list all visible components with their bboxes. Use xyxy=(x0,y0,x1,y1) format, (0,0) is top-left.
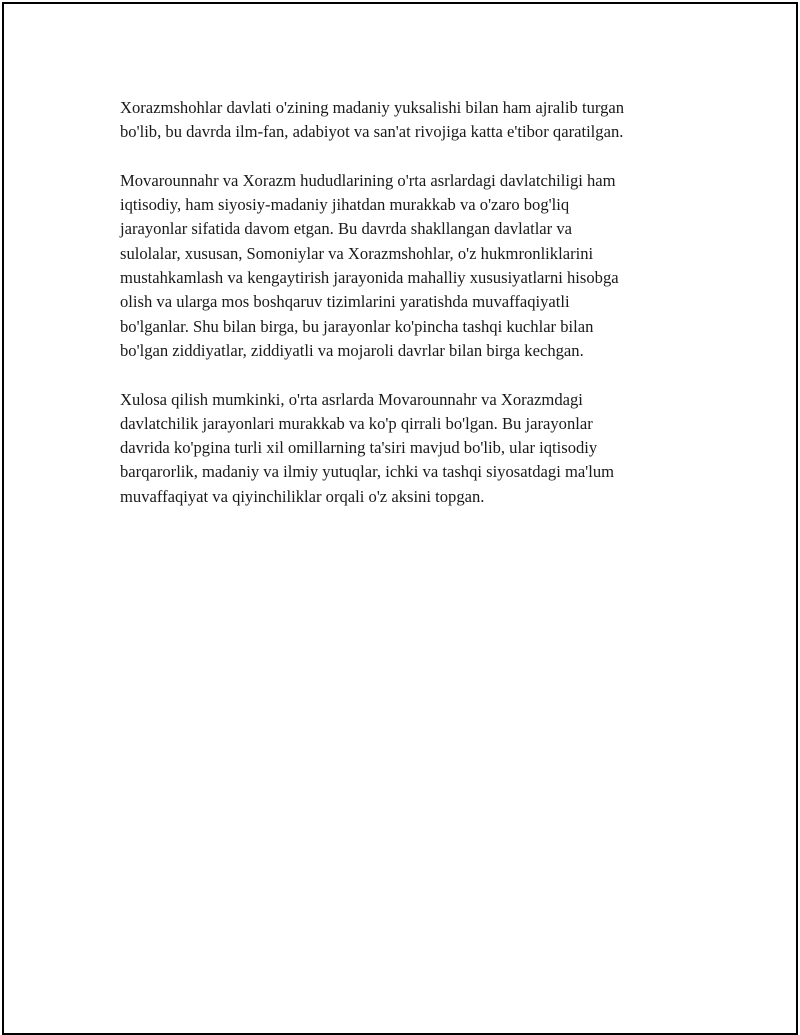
text-line: mustahkamlash va kengaytirish jarayonida mahalliy xususiyatlarni hisobga xyxy=(120,268,619,288)
text-line: barqarorlik, madaniy va ilmiy yutuqlar, ichki va tashqi siyosatdagi ma'lum xyxy=(120,462,615,482)
paragraph-3 xyxy=(120,388,700,509)
text-line: davlatchilik jarayonlari murakkab va ko'p qirrali bo'lgan. Bu jarayonlar xyxy=(120,413,593,433)
text-line: Xorazmshohlar davlati o'zining madaniy yuksalishi bilan ham ajralib turgan xyxy=(120,98,625,117)
document-page xyxy=(2,2,798,1035)
text-line: sulolalar, xususan, Somoniylar va Xorazmshohlar, o'z hukmronliklarini xyxy=(120,243,594,263)
text-line: Xulosa qilish mumkinki, o'rta asrlarda Movarounnahr va Xorazmdagi xyxy=(120,389,583,409)
text-line: bo'lgan ziddiyatlar, ziddiyatli va mojaroli davrlar bilan birga kechgan. xyxy=(120,340,584,360)
text-line: muvaffaqiyat va qiyinchiliklar orqali o'z aksini topgan. xyxy=(120,486,485,506)
text-line: Movarounnahr va Xorazm hududlarining o'rta asrlardagi davlatchiligi ham xyxy=(120,170,616,190)
paragraph-2 xyxy=(120,169,700,363)
document-body xyxy=(120,96,700,533)
text-line: jarayonlar sifatida davom etgan. Bu davrda shakllangan davlatlar va xyxy=(120,219,573,239)
text-line: davrida ko'pgina turli xil omillarning ta'siri mavjud bo'lib, ular iqtisodiy xyxy=(120,438,598,458)
text-line: iqtisodiy, ham siyosiy-madaniy jihatdan murakkab va o'zaro bog'liq xyxy=(120,195,570,215)
paragraph-1 xyxy=(120,96,700,145)
text-line: bo'lib, bu davrda ilm-fan, adabiyot va san'at rivojiga katta e'tibor qaratilgan. xyxy=(120,122,624,142)
text-line: bo'lganlar. Shu bilan birga, bu jarayonlar ko'pincha tashqi kuchlar bilan xyxy=(120,316,594,336)
text-line: olish va ularga mos boshqaruv tizimlarini yaratishda muvaffaqiyatli xyxy=(120,292,570,312)
